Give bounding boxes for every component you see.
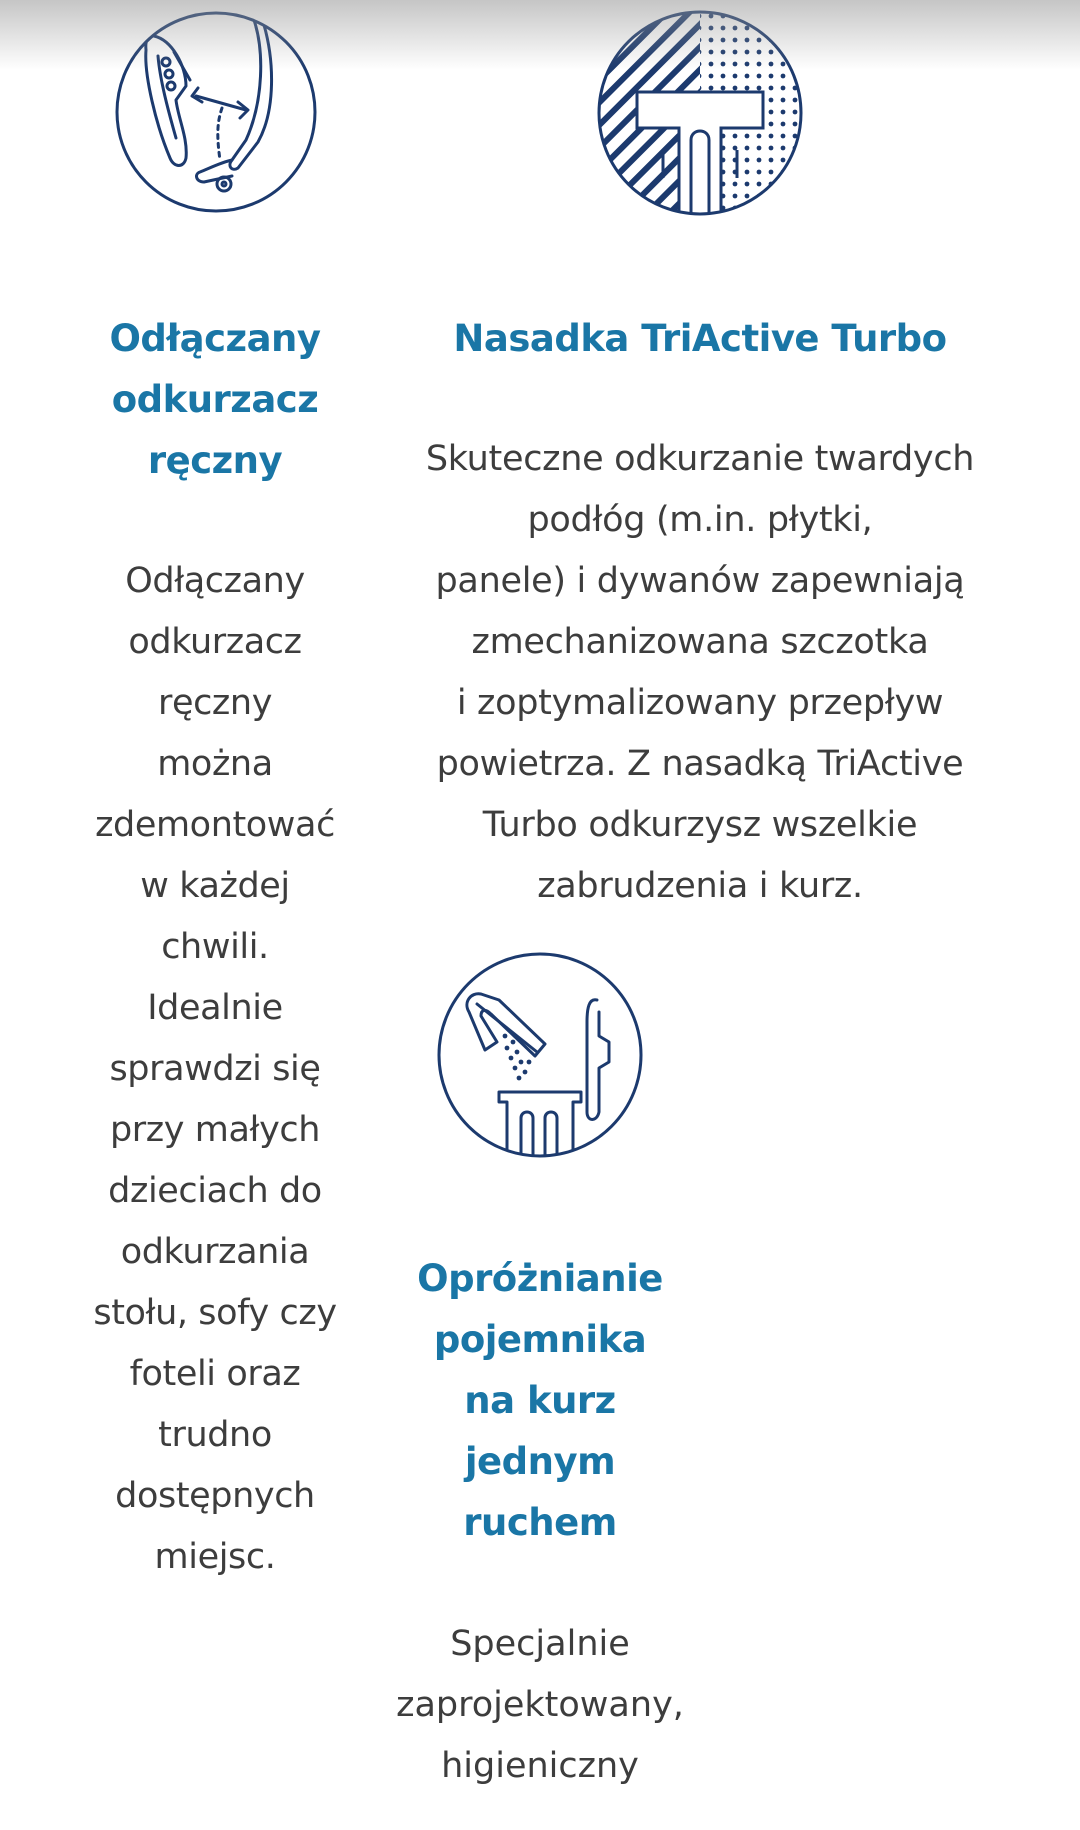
dust-container-icon [437, 952, 643, 1158]
feature-description-handheld: Odłączany odkurzacz ręczny można zdemontować w każdej chwili. Idealnie sprawdzi się przy małych dzieciach do odkurzania stołu, sofy czy foteli oraz trudno dostępnych miejsc. [93, 561, 337, 1577]
feature-description-dust-container: Specjalnie zaprojektowany, higieniczny [396, 1624, 684, 1786]
feature-description-triactive: Skuteczne odkurzanie twardych podłóg (m.in. płytki, panele) i dywanów zapewniają zmechanizowana szczotka i zoptymalizowany przepływ powietrza. Z nasadką TriActive Turbo odkurzysz wszelkie zabrudzenia i kurz. [425, 439, 975, 906]
feature-title-handheld: Odłączany odkurzacz ręczny [109, 317, 321, 482]
feature-title-triactive: Nasadka TriActive Turbo [453, 317, 947, 360]
top-shadow [0, 0, 1080, 70]
feature-title-dust-container: Opróżnianie pojemnika na kurz jednym ruchem [417, 1257, 663, 1544]
